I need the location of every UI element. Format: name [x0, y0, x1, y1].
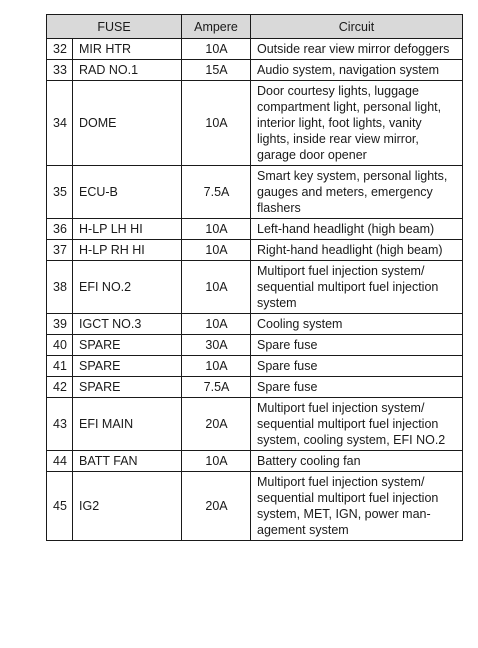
fuse-circuit: Battery cooling fan [251, 451, 463, 472]
fuse-ampere: 7.5A [182, 166, 251, 219]
fuse-circuit: Left-hand headlight (high beam) [251, 219, 463, 240]
fuse-ampere: 10A [182, 81, 251, 166]
fuse-number: 38 [47, 261, 73, 314]
fuse-name: DOME [73, 81, 182, 166]
fuse-name: H-LP LH HI [73, 219, 182, 240]
fuse-ampere: 10A [182, 451, 251, 472]
fuse-number: 33 [47, 60, 73, 81]
fuse-name: MIR HTR [73, 39, 182, 60]
fuse-name: SPARE [73, 377, 182, 398]
fuse-name: SPARE [73, 356, 182, 377]
fuse-circuit: Multiport fuel injection system/ sequential multiport fuel injection system, MET, IGN, power man-agement system [251, 472, 463, 541]
table-row [47, 240, 463, 261]
table-row [47, 451, 463, 472]
fuse-number: 45 [47, 472, 73, 541]
fuse-circuit: Audio system, navigation system [251, 60, 463, 81]
fuse-ampere: 30A [182, 335, 251, 356]
fuse-name: EFI NO.2 [73, 261, 182, 314]
fuse-number: 34 [47, 81, 73, 166]
table-row [47, 81, 463, 166]
fuse-number: 43 [47, 398, 73, 451]
fuse-circuit: Outside rear view mirror defoggers [251, 39, 463, 60]
header-fuse: FUSE [47, 15, 182, 39]
table-row [47, 335, 463, 356]
fuse-circuit: Spare fuse [251, 356, 463, 377]
fuse-name: EFI MAIN [73, 398, 182, 451]
table-row [47, 39, 463, 60]
fuse-name: H-LP RH HI [73, 240, 182, 261]
fuse-ampere: 10A [182, 219, 251, 240]
fuse-ampere: 20A [182, 472, 251, 541]
fuse-circuit: Cooling system [251, 314, 463, 335]
fuse-number: 44 [47, 451, 73, 472]
table-row [47, 377, 463, 398]
fuse-circuit: Smart key system, personal lights, gauges and meters, emergency flashers [251, 166, 463, 219]
fuse-name: IGCT NO.3 [73, 314, 182, 335]
fuse-number: 42 [47, 377, 73, 398]
fuse-name: SPARE [73, 335, 182, 356]
fuse-number: 41 [47, 356, 73, 377]
table-row [47, 356, 463, 377]
fuse-circuit: Door courtesy lights, luggage compartment light, personal light, interior light, foot lights, vanity lights, inside rear view mirror, garage door opener [251, 81, 463, 166]
table-row [47, 261, 463, 314]
fuse-circuit: Spare fuse [251, 335, 463, 356]
fuse-name: RAD NO.1 [73, 60, 182, 81]
fuse-ampere: 10A [182, 356, 251, 377]
fuse-ampere: 10A [182, 240, 251, 261]
table-row [47, 166, 463, 219]
table-row [47, 60, 463, 81]
fuse-circuit: Multiport fuel injection system/ sequential multiport fuel injection system, cooling system, EFI NO.2 [251, 398, 463, 451]
fuse-table-body [47, 39, 463, 541]
fuse-number: 37 [47, 240, 73, 261]
fuse-name: BATT FAN [73, 451, 182, 472]
fuse-ampere: 10A [182, 314, 251, 335]
fuse-number: 40 [47, 335, 73, 356]
fuse-ampere: 10A [182, 39, 251, 60]
fuse-ampere: 15A [182, 60, 251, 81]
fuse-circuit: Multiport fuel injection system/ sequential multiport fuel injection system [251, 261, 463, 314]
table-row [47, 398, 463, 451]
fuse-number: 35 [47, 166, 73, 219]
fuse-number: 39 [47, 314, 73, 335]
fuse-number: 32 [47, 39, 73, 60]
header-circuit: Circuit [251, 15, 463, 39]
header-ampere: Ampere [182, 15, 251, 39]
table-row [47, 219, 463, 240]
fuse-table [46, 14, 463, 541]
header-row [47, 15, 463, 39]
table-row [47, 314, 463, 335]
fuse-table-header [47, 15, 463, 39]
fuse-ampere: 10A [182, 261, 251, 314]
fuse-circuit: Spare fuse [251, 377, 463, 398]
fuse-number: 36 [47, 219, 73, 240]
fuse-circuit: Right-hand headlight (high beam) [251, 240, 463, 261]
fuse-ampere: 20A [182, 398, 251, 451]
table-row [47, 472, 463, 541]
fuse-name: ECU-B [73, 166, 182, 219]
fuse-ampere: 7.5A [182, 377, 251, 398]
fuse-name: IG2 [73, 472, 182, 541]
